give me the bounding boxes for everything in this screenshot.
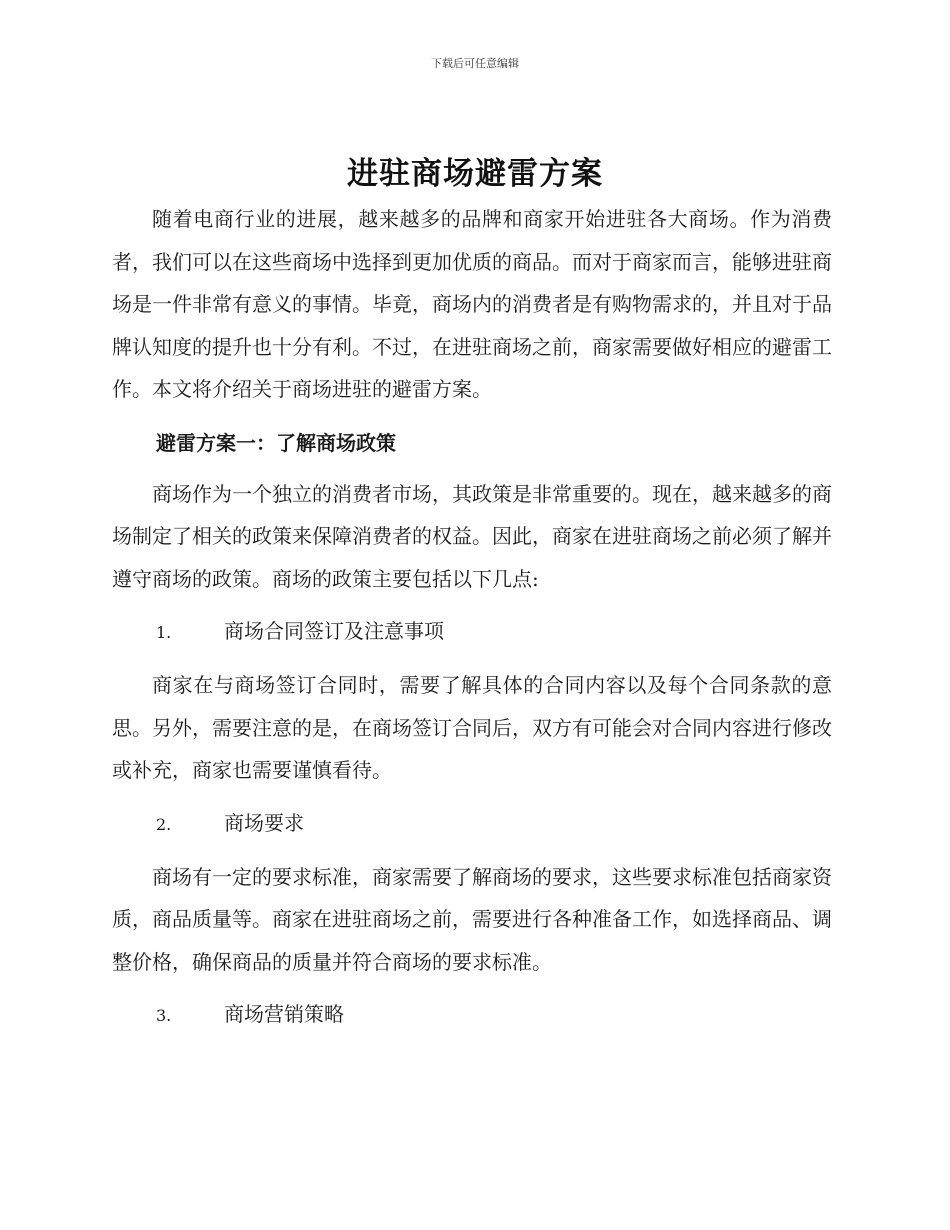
document-title: 进驻商场避雷方案 [347, 156, 603, 192]
list-label: 商场要求 [224, 810, 304, 835]
list-item-1 [112, 610, 832, 654]
list-number: 2. [156, 814, 172, 834]
list-item-1-paragraph: 商家在与商场签订合同时，需要了解具体的合同内容以及每个合同条款的意思。另外，需要注意的是，在商场签订合同后，双方有可能会对合同内容进行修改或补充，商家也需要谨慎看待。 [112, 673, 832, 782]
section-heading: 避雷方案一：了解商场政策 [156, 430, 396, 455]
list-item-2 [112, 802, 832, 846]
list-number: 3. [156, 1006, 172, 1025]
document-body [112, 198, 832, 1047]
header-note: 下载后可任意编辑 [431, 57, 519, 70]
list-label: 商场营销策略 [224, 1002, 344, 1026]
intro-paragraph: 随着电商行业的进展，越来越多的品牌和商家开始进驻各大商场。作为消费者，我们可以在这些商场中选择到更加优质的商品。而对于商家而言，能够进驻商场是一件非常有意义的事情。毕竟，商场内的消费者是有购物需求的，并且对于品牌认知度的提升也十分有利。不过，在进驻商场之前，商家需要做好相应的避雷工作。本文将介绍关于商场进驻的避雷方案。 [112, 207, 832, 401]
section-paragraph: 商场作为一个独立的消费者市场，其政策是非常重要的。现在，越来越多的商场制定了相关的政策来保障消费者的权益。因此，商家在进驻商场之前必须了解并遵守商场的政策。商场的政策主要包括以下几点: [112, 481, 832, 591]
list-number: 1. [156, 623, 172, 642]
list-item-2-paragraph: 商场有一定的要求标准，商家需要了解商场的要求，这些要求标准包括商家资质，商品质量等。商家在进驻商场之前，需要进行各种准备工作，如选择商品、调整价格，确保商品的质量并符合商场的要求标准。 [112, 864, 832, 974]
list-item-3 [112, 993, 832, 1037]
list-label: 商场合同签订及注意事项 [224, 619, 444, 643]
